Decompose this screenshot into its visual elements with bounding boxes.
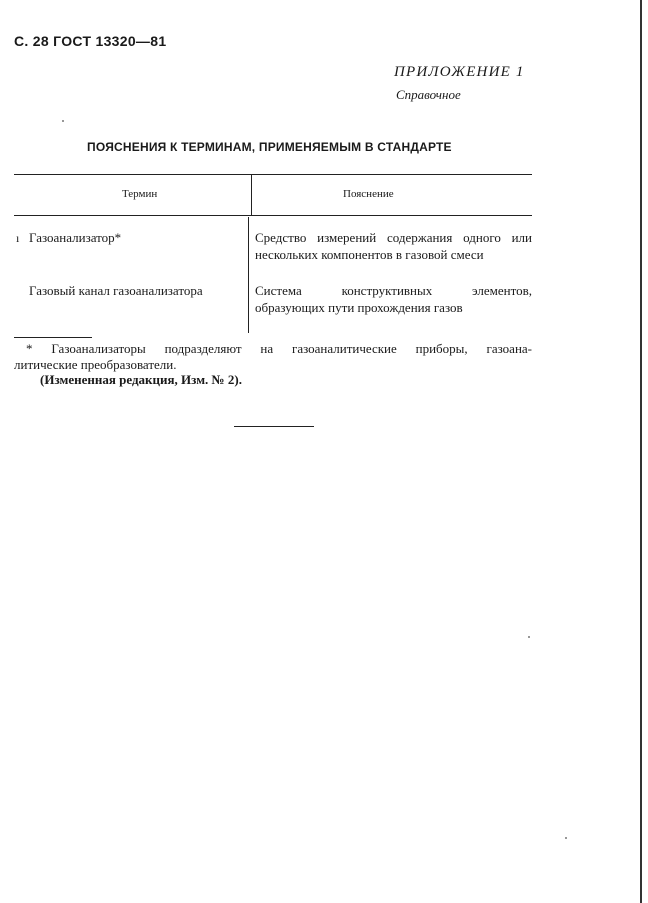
row-marker: ı — [16, 231, 20, 245]
table-row-2-explanation: Система конструктивных элементов, образующих пути прохождения газов — [255, 283, 532, 315]
table-row-2-term: Газовый канал газоанализатора — [29, 283, 203, 298]
table-row-1-term: Газоанализатор* — [29, 230, 122, 245]
scan-speck — [62, 120, 64, 122]
edition-note: (Измененная редакция, Изм. № 2). — [40, 372, 242, 387]
column-header-explanation: Пояснение — [343, 188, 394, 200]
footnote — [14, 341, 532, 373]
scan-edge — [640, 0, 642, 903]
footnote-line-1: * Газоанализаторы подразделяют на газоаналитические приборы, газоана- — [26, 341, 532, 356]
scan-speck — [528, 636, 530, 638]
table-header-rule — [14, 215, 532, 216]
page-header: С. 28 ГОСТ 13320—81 — [14, 33, 167, 49]
table-top-rule — [14, 174, 532, 175]
appendix-label: ПРИЛОЖЕНИЕ 1 — [394, 64, 525, 80]
footnote-line-2: литические преобразователи. — [14, 357, 177, 372]
document-title: ПОЯСНЕНИЯ К ТЕРМИНАМ, ПРИМЕНЯЕМЫМ В СТАНДАРТЕ — [87, 140, 452, 154]
column-header-term: Термин — [122, 188, 158, 200]
appendix-type: Справочное — [396, 87, 461, 102]
table-column-divider — [251, 174, 252, 215]
footnote-rule — [14, 337, 92, 338]
table-row-1-explanation: Средство измерений содержания одного или нескольких компонентов в газовой смеси — [255, 230, 532, 262]
table-body-divider — [248, 217, 249, 333]
end-rule — [234, 426, 314, 427]
scan-speck — [565, 837, 567, 839]
